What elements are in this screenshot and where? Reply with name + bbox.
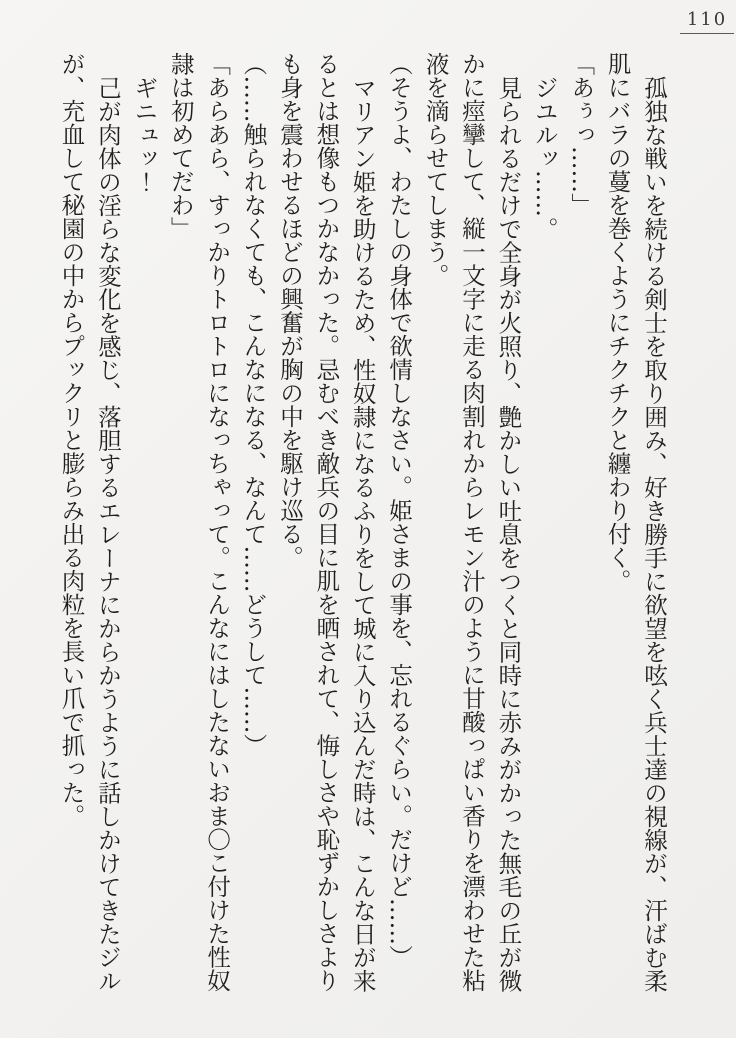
- body-text: [53, 52, 672, 996]
- paragraph-6: マリアン姫を助けるため、性奴隷になるふりをして城に入り込んだ時は、こんな日が来るとは想像もつかなかった。忌むべき敵兵の目に肌を晒されて、悔しさや恥ずかしさよりも身を震わせるほどの興奮が胸の中を駆け巡る。: [275, 52, 377, 992]
- paragraph-1: 孤独な戦いを続ける剣士を取り囲み、好き勝手に欲望を呟く兵士達の視線が、汗ばむ柔肌にバラの蔓を巻くようにチクチクと纏わり付く。: [603, 52, 668, 992]
- paragraph-10: 己が肉体の淫らな変化を感じ、落胆するエレーナにからかうように話しかけてきたジルが、充血して秘園の中からプックリと膨らみ出る肉粒を長い爪で抓った。: [57, 52, 122, 992]
- paragraph-7: （……触られなくても、こんなになる、なんて……どうして……）: [239, 52, 268, 757]
- paragraph-9: ギニュッ！: [130, 75, 159, 193]
- paragraph-4: 見られるだけで全身が火照り、艶かしい吐息をつくと同時に赤みがかった無毛の丘が微かに痙攣して、縦一文字に走る肉割れからレモン汁のように甘酸っぱい香りを漂わせた粘液を滴らせてしまう。: [421, 52, 523, 992]
- page-number: 110: [680, 9, 734, 34]
- paragraph-8: 「あらあら、すっかりトロトロになっちゃって。こんなにはしたないおま〇こ付けた性奴隷は初めてだわ」: [166, 52, 232, 992]
- paragraph-3: ジユルッ……。: [530, 75, 559, 240]
- paragraph-5: （そうよ、わたしの身体で欲情しなさい。姫さまの事を、忘れるぐらい。だけど……）: [385, 52, 414, 969]
- paragraph-2: 「あぅっ……」: [567, 52, 596, 217]
